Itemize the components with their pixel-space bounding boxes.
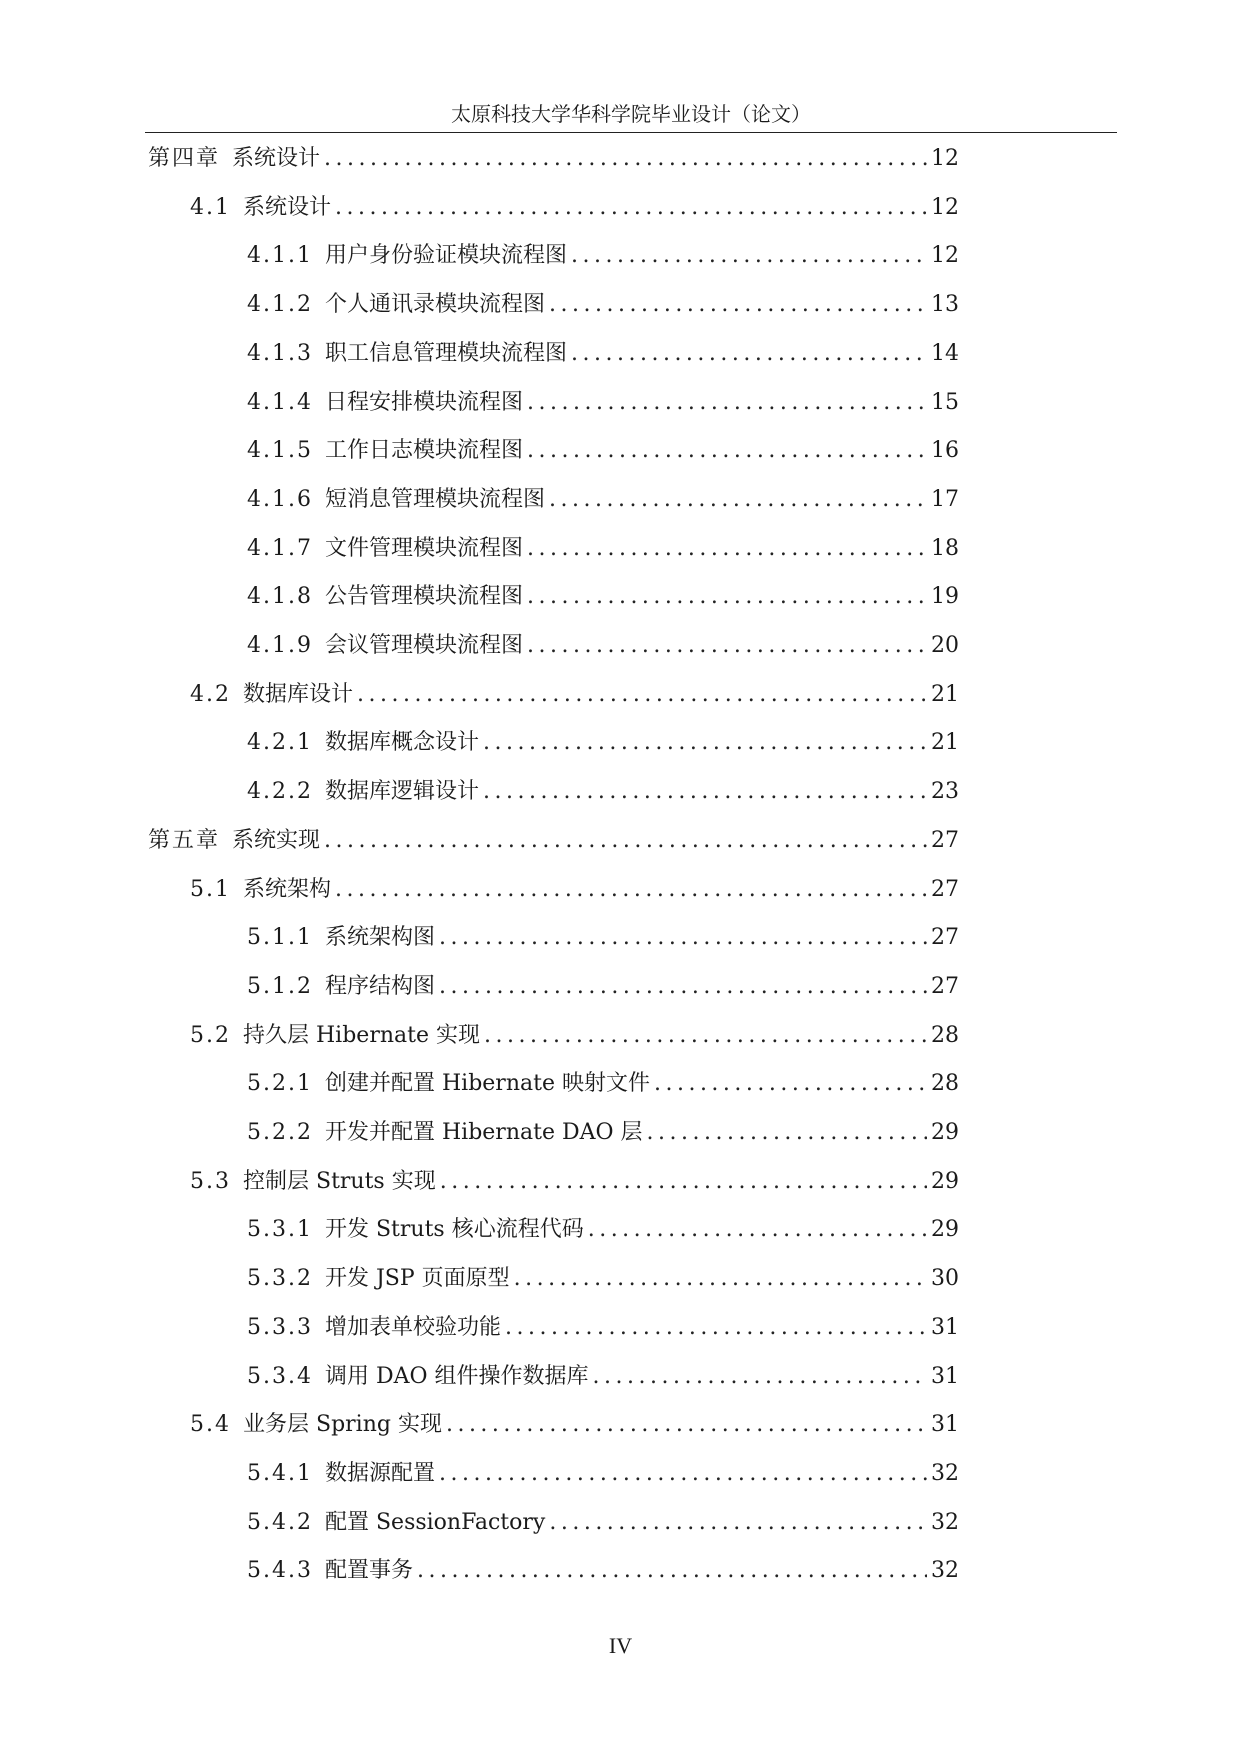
- toc-entry-number: 5.2.2: [247, 1120, 313, 1145]
- toc-entry[interactable]: [247, 1212, 959, 1248]
- toc-entry-page: 21: [931, 681, 959, 707]
- toc-entry[interactable]: [148, 141, 959, 177]
- toc-entry-title: 配置事务: [324, 1558, 413, 1584]
- toc-entry-title: 增加表单校验功能: [324, 1314, 501, 1340]
- toc-dot-leader: [588, 1212, 927, 1248]
- toc-entry-page: 27: [931, 973, 959, 999]
- toc-entry-page: 21: [931, 730, 959, 756]
- toc-entry-number: 4.1.6: [247, 486, 313, 512]
- toc-dot-leader: [527, 628, 927, 664]
- toc-entry-title: 系统架构: [243, 876, 332, 902]
- toc-dot-leader: [549, 287, 927, 323]
- toc-dot-leader: [571, 336, 927, 372]
- toc-entry[interactable]: [247, 385, 959, 421]
- toc-entry[interactable]: [247, 579, 959, 615]
- toc-entry[interactable]: [148, 823, 959, 859]
- toc-dot-leader: [324, 823, 927, 859]
- toc-entry-title: 个人通讯录模块流程图: [324, 292, 545, 318]
- toc-entry[interactable]: [247, 287, 959, 323]
- toc-entry-title: 开发 JSP 页面原型: [324, 1266, 510, 1292]
- toc-entry-number: 5.4: [190, 1412, 231, 1438]
- toc-entry-title: 创建并配置 Hibernate 映射文件: [324, 1071, 650, 1097]
- toc-entry-page: 12: [931, 243, 959, 269]
- toc-dot-leader: [335, 872, 927, 908]
- toc-entry-page: 28: [931, 1071, 959, 1097]
- toc-entry-number: 5.2: [190, 1022, 231, 1048]
- toc-entry-number: 5.1.1: [247, 925, 313, 951]
- toc-entry[interactable]: [247, 1505, 959, 1541]
- toc-entry[interactable]: [190, 190, 959, 226]
- toc-entry-title: 开发并配置 Hibernate DAO 层: [324, 1120, 643, 1145]
- toc-entry-number: 4.2.2: [247, 779, 313, 805]
- toc-dot-leader: [335, 190, 927, 226]
- toc-entry[interactable]: [247, 1359, 959, 1395]
- toc-entry-number: 4.1.9: [247, 633, 313, 658]
- toc-entry-number: 5.3: [190, 1168, 231, 1194]
- toc-dot-leader: [439, 969, 927, 1005]
- toc-dot-leader: [527, 433, 927, 469]
- toc-entry-page: 29: [931, 1168, 959, 1194]
- toc-entry-title: 配置 SessionFactory: [324, 1509, 546, 1535]
- toc-dot-leader: [593, 1359, 927, 1395]
- toc-entry-title: 短消息管理模块流程图: [324, 486, 545, 512]
- toc-dot-leader: [571, 238, 927, 274]
- toc-entry-page: 31: [931, 1412, 959, 1438]
- toc-entry-page: 32: [931, 1558, 959, 1584]
- toc-entry-page: 27: [931, 827, 959, 853]
- toc-entry[interactable]: [247, 1261, 959, 1297]
- toc-entry-page: 13: [931, 292, 959, 318]
- toc-entry-number: 4.1.8: [247, 584, 313, 610]
- toc-entry-page: 29: [931, 1217, 959, 1243]
- toc-entry-page: 23: [931, 779, 959, 805]
- toc-entry-title: 职工信息管理模块流程图: [324, 340, 567, 366]
- toc-entry-number: 4.1.1: [247, 243, 313, 269]
- toc-entry[interactable]: [190, 1018, 959, 1054]
- toc-entry-number: 5.3.3: [247, 1314, 313, 1340]
- toc-dot-leader: [417, 1553, 927, 1589]
- toc-entry[interactable]: [247, 531, 959, 567]
- toc-entry-page: 28: [931, 1022, 959, 1048]
- toc-entry-page: 17: [931, 486, 959, 512]
- toc-entry-title: 会议管理模块流程图: [324, 633, 523, 658]
- toc-entry-page: 32: [931, 1460, 959, 1486]
- toc-entry-number: 5.3.1: [247, 1217, 313, 1243]
- toc-entry-page: 27: [931, 925, 959, 951]
- toc-entry-number: 4.1.4: [247, 389, 313, 415]
- toc-entry-number: 4.1.7: [247, 535, 313, 561]
- toc-entry-page: 31: [931, 1314, 959, 1340]
- toc-dot-leader: [527, 531, 927, 567]
- toc-entry-page: 29: [931, 1120, 959, 1145]
- toc-entry-page: 14: [931, 340, 959, 366]
- page-number: IV: [608, 1633, 633, 1658]
- toc-entry-number: 5.4.1: [247, 1460, 313, 1486]
- toc-entry-page: 27: [931, 876, 959, 902]
- toc-entry-title: 程序结构图: [324, 973, 435, 999]
- toc-entry-title: 持久层 Hibernate 实现: [243, 1022, 480, 1048]
- toc-entry[interactable]: [247, 774, 959, 810]
- toc-entry-page: 31: [931, 1363, 959, 1389]
- toc-entry-page: 18: [931, 535, 959, 561]
- toc-entry[interactable]: [190, 872, 959, 908]
- toc-entry-number: 第四章: [148, 146, 221, 171]
- toc-entry[interactable]: [190, 677, 959, 713]
- toc-dot-leader: [439, 920, 927, 956]
- toc-dot-leader: [324, 141, 927, 177]
- toc-entry[interactable]: [247, 336, 959, 372]
- toc-dot-leader: [505, 1310, 927, 1346]
- toc-entry-title: 开发 Struts 核心流程代码: [324, 1217, 584, 1243]
- toc-dot-leader: [483, 774, 927, 810]
- toc-entry-page: 32: [931, 1509, 959, 1535]
- toc-entry-title: 公告管理模块流程图: [324, 584, 523, 610]
- toc-entry[interactable]: [247, 628, 959, 664]
- toc-entry[interactable]: [247, 482, 959, 518]
- toc-entry-page: 19: [931, 584, 959, 610]
- toc-dot-leader: [654, 1066, 927, 1102]
- toc-entry-title: 数据库逻辑设计: [324, 779, 479, 805]
- toc-dot-leader: [439, 1456, 927, 1492]
- toc-entry-number: 5.4.2: [247, 1509, 313, 1535]
- toc-entry-title: 系统实现: [232, 827, 321, 853]
- toc-entry-page: 16: [931, 438, 959, 464]
- toc-entry[interactable]: [247, 1066, 959, 1102]
- toc-dot-leader: [484, 1018, 927, 1054]
- toc-dot-leader: [440, 1164, 927, 1200]
- toc-entry-number: 第五章: [148, 827, 221, 853]
- toc-entry-number: 4.1: [190, 194, 231, 220]
- toc-entry-number: 5.1: [190, 876, 231, 902]
- toc-entry-number: 5.3.4: [247, 1363, 313, 1389]
- toc-entry[interactable]: [247, 969, 959, 1005]
- toc-entry-title: 文件管理模块流程图: [324, 535, 523, 561]
- toc-dot-leader: [446, 1407, 927, 1443]
- toc-entry-number: 4.2: [190, 681, 231, 707]
- toc-dot-leader: [549, 1505, 927, 1541]
- toc-dot-leader: [357, 677, 927, 713]
- toc-entry-title: 系统设计: [232, 146, 321, 171]
- toc-entry-title: 控制层 Struts 实现: [243, 1168, 436, 1194]
- toc-entry-title: 数据库设计: [243, 681, 354, 707]
- toc-entry-title: 工作日志模块流程图: [324, 438, 523, 464]
- toc-entry-title: 系统设计: [243, 194, 332, 220]
- toc-entry-number: 5.1.2: [247, 973, 313, 999]
- toc-dot-leader: [549, 482, 927, 518]
- toc-entry[interactable]: [190, 1164, 959, 1200]
- toc-entry[interactable]: [190, 1407, 959, 1443]
- toc-entry-title: 日程安排模块流程图: [324, 389, 523, 415]
- toc-entry-page: 20: [931, 633, 959, 658]
- toc-entry-title: 调用 DAO 组件操作数据库: [324, 1363, 589, 1389]
- toc-entry-title: 用户身份验证模块流程图: [324, 243, 567, 269]
- toc-entry-number: 5.2.1: [247, 1071, 313, 1097]
- toc-entry-page: 12: [931, 194, 959, 220]
- toc-entry-title: 数据源配置: [324, 1460, 435, 1486]
- toc-entry-number: 4.2.1: [247, 730, 313, 756]
- toc-entry[interactable]: [247, 1456, 959, 1492]
- toc-entry-title: 业务层 Spring 实现: [243, 1412, 442, 1438]
- toc-entry[interactable]: [247, 1553, 959, 1589]
- toc-entry-number: 5.3.2: [247, 1266, 313, 1292]
- toc-dot-leader: [483, 725, 927, 761]
- toc-entry[interactable]: [247, 1310, 959, 1346]
- toc-dot-leader: [647, 1115, 927, 1151]
- toc-entry-page: 12: [931, 146, 959, 171]
- toc-entry-page: 30: [931, 1266, 959, 1292]
- toc-entry-title: 系统架构图: [324, 925, 435, 951]
- toc-entry-number: 5.4.3: [247, 1558, 313, 1584]
- toc-entry-number: 4.1.5: [247, 438, 313, 464]
- toc-entry-number: 4.1.2: [247, 292, 313, 318]
- toc-entry-page: 15: [931, 389, 959, 415]
- toc-dot-leader: [527, 385, 927, 421]
- toc-dot-leader: [527, 579, 927, 615]
- toc-entry[interactable]: [247, 238, 959, 274]
- toc-entry-number: 4.1.3: [247, 340, 313, 366]
- toc-entry[interactable]: [247, 725, 959, 761]
- toc-entry[interactable]: [247, 920, 959, 956]
- toc-entry[interactable]: [247, 1115, 959, 1151]
- toc-entry[interactable]: [247, 433, 959, 469]
- toc-dot-leader: [514, 1261, 927, 1297]
- toc-entry-title: 数据库概念设计: [324, 730, 479, 756]
- running-header: [145, 96, 1117, 133]
- header-title: 太原科技大学华科学院毕业设计（论文）: [451, 102, 811, 126]
